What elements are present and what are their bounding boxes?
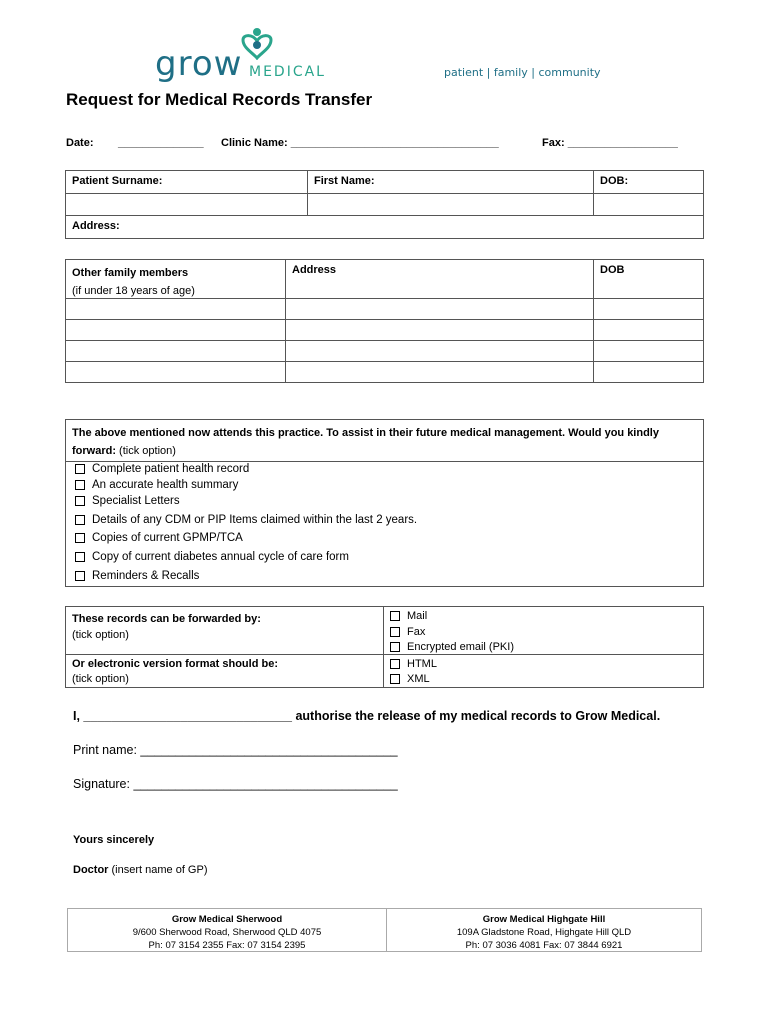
option-diabetes-cycle[interactable] xyxy=(75,551,349,563)
family-dob-header: DOB xyxy=(593,259,704,299)
forward-intro-forward: forward: xyxy=(72,445,116,457)
footer-sherwood xyxy=(67,908,387,952)
dob-input[interactable] xyxy=(593,193,704,216)
option-label: Complete patient health record xyxy=(92,463,250,475)
family-row-1-dob[interactable] xyxy=(593,298,704,320)
format-sub: (tick option) xyxy=(72,673,129,685)
clinic-name-field[interactable] xyxy=(221,137,499,149)
family-row-3-address[interactable] xyxy=(285,340,594,362)
checkbox-icon[interactable] xyxy=(75,480,85,490)
logo-wordmark: grow xyxy=(155,44,243,84)
first-name-input[interactable] xyxy=(307,193,594,216)
family-row-1-address[interactable] xyxy=(285,298,594,320)
format-label: Or electronic version format should be: xyxy=(72,658,278,670)
option-label: HTML xyxy=(407,658,437,670)
date-label: Date: xyxy=(66,137,94,149)
tagline: patient | family | community xyxy=(444,66,601,79)
logo xyxy=(155,26,345,86)
checkbox-icon[interactable] xyxy=(390,674,400,684)
logo-medical-text: MEDICAL xyxy=(249,64,326,80)
format-label-cell xyxy=(65,654,384,688)
patient-surname-header: Patient Surname: xyxy=(65,170,308,194)
clinic-name-blank: __________________________________ xyxy=(290,137,499,149)
forward-request-intro xyxy=(65,419,704,462)
doctor-label: Doctor xyxy=(73,864,109,876)
logo-heart-icon xyxy=(237,26,277,60)
option-label: Fax xyxy=(407,625,426,638)
family-members-header xyxy=(65,259,286,299)
option-label: Copy of current diabetes annual cycle of care form xyxy=(92,551,349,563)
family-row-2-dob[interactable] xyxy=(593,319,704,341)
checkbox-icon[interactable] xyxy=(390,659,400,669)
authorise-statement xyxy=(73,709,660,723)
family-row-3-dob[interactable] xyxy=(593,340,704,362)
option-gpmp-tca[interactable] xyxy=(75,532,243,544)
checkbox-icon[interactable] xyxy=(75,515,85,525)
footer-sherwood-address: 9/600 Sherwood Road, Sherwood QLD 4075 xyxy=(132,927,322,938)
doctor-line xyxy=(73,864,208,876)
forward-by-label: These records can be forwarded by: xyxy=(72,613,261,625)
checkbox-icon[interactable] xyxy=(75,496,85,506)
page-title: Request for Medical Records Transfer xyxy=(66,90,373,109)
family-row-4-name[interactable] xyxy=(65,361,286,383)
family-address-header: Address xyxy=(285,259,594,299)
checkbox-icon[interactable] xyxy=(390,642,400,652)
footer-sherwood-title: Grow Medical Sherwood xyxy=(171,914,283,925)
option-label: Reminders & Recalls xyxy=(92,570,200,582)
clinic-name-label: Clinic Name: xyxy=(221,137,291,149)
option-label: Encrypted email (PKI) xyxy=(407,641,514,653)
fax-blank: __________________ xyxy=(567,137,678,149)
family-members-subtitle: (if under 18 years of age) xyxy=(72,285,195,297)
fax-field[interactable] xyxy=(542,137,678,149)
print-name-field[interactable] xyxy=(73,743,398,757)
checkbox-icon[interactable] xyxy=(75,571,85,581)
option-label: Copies of current GPMP/TCA xyxy=(92,532,243,544)
delivery-option-fax[interactable] xyxy=(390,625,697,641)
footer-highgate-address: 109A Gladstone Road, Highgate Hill QLD xyxy=(456,927,632,938)
option-specialist-letters[interactable] xyxy=(75,495,180,507)
footer-highgate-phone: Ph: 07 3036 4081 Fax: 07 3844 6921 xyxy=(465,940,623,951)
family-row-4-dob[interactable] xyxy=(593,361,704,383)
family-members-title: Other family members xyxy=(72,267,189,279)
checkbox-icon[interactable] xyxy=(390,611,400,621)
option-label: Mail xyxy=(407,610,428,622)
option-health-summary[interactable] xyxy=(75,479,238,491)
option-label: XML xyxy=(407,673,430,685)
footer-highgate-title: Grow Medical Highgate Hill xyxy=(482,914,606,925)
patient-surname-input[interactable] xyxy=(65,193,308,216)
forward-intro-tick: (tick option) xyxy=(116,445,176,457)
yours-sincerely: Yours sincerely xyxy=(73,834,155,846)
address-field[interactable] xyxy=(65,215,704,239)
print-name-label: Print name: xyxy=(73,743,141,757)
forward-by-label-cell xyxy=(65,606,384,655)
format-option-xml[interactable] xyxy=(390,672,697,687)
delivery-option-mail[interactable] xyxy=(390,609,697,625)
first-name-header: First Name: xyxy=(307,170,594,194)
dob-header: DOB: xyxy=(593,170,704,194)
family-row-4-address[interactable] xyxy=(285,361,594,383)
footer-sherwood-phone: Ph: 07 3154 2355 Fax: 07 3154 2395 xyxy=(148,940,306,951)
option-cdm-pip[interactable] xyxy=(75,514,417,526)
authorise-prefix: I, xyxy=(73,709,84,723)
option-reminders[interactable] xyxy=(75,570,199,582)
forward-by-sub: (tick option) xyxy=(72,629,129,641)
date-field[interactable]: ______________ xyxy=(118,137,204,149)
address-label: Address: xyxy=(72,220,120,232)
option-complete-record[interactable] xyxy=(75,463,249,475)
signature-label: Signature: xyxy=(73,777,134,791)
option-label: An accurate health summary xyxy=(92,479,239,491)
checkbox-icon[interactable] xyxy=(75,464,85,474)
footer-highgate-hill xyxy=(386,908,702,952)
format-options-cell xyxy=(383,654,704,688)
family-row-3-name[interactable] xyxy=(65,340,286,362)
option-label: Specialist Letters xyxy=(92,495,180,507)
family-row-1-name[interactable] xyxy=(65,298,286,320)
signature-blank: ______________________________________ xyxy=(133,777,398,791)
doctor-hint: (insert name of GP) xyxy=(108,864,208,876)
authorise-name-field[interactable]: ______________________________ xyxy=(83,709,292,723)
forward-intro-line1: The above mentioned now attends this practice. To assist in their future medical management. Would you kindly xyxy=(72,427,659,439)
fax-label: Fax: xyxy=(542,137,568,149)
checkbox-icon[interactable] xyxy=(75,552,85,562)
authorise-suffix: authorise the release of my medical records to Grow Medical. xyxy=(291,709,661,723)
print-name-blank: _____________________________________ xyxy=(140,743,398,757)
checkbox-icon[interactable] xyxy=(75,533,85,543)
family-row-2-name[interactable] xyxy=(65,319,286,341)
family-row-2-address[interactable] xyxy=(285,319,594,341)
format-option-html[interactable] xyxy=(390,657,697,672)
option-label: Details of any CDM or PIP Items claimed within the last 2 years. xyxy=(92,514,418,526)
forward-by-options-cell xyxy=(383,606,704,655)
checkbox-icon[interactable] xyxy=(390,627,400,637)
signature-field[interactable] xyxy=(73,777,398,791)
